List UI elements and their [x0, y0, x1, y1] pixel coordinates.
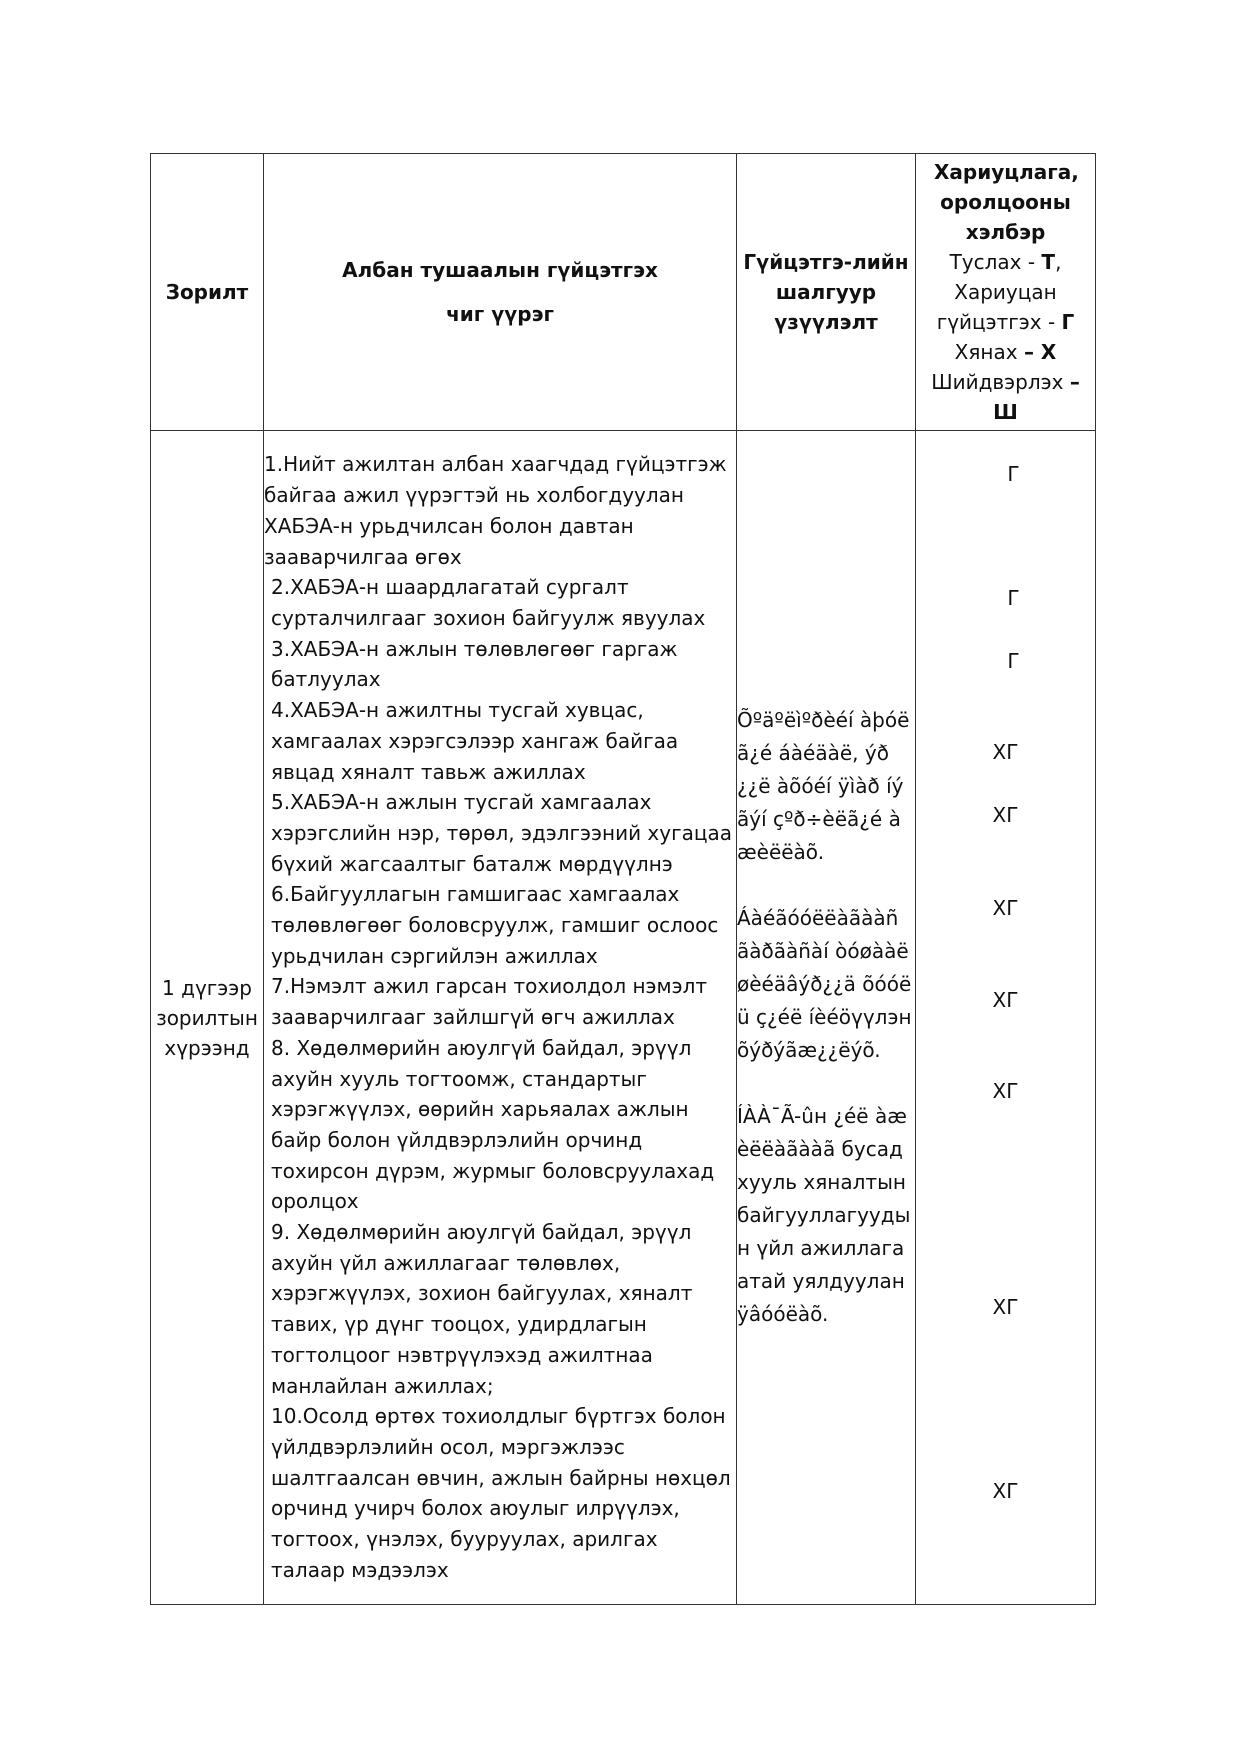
duty-item: 8. Хөдөлмөрийн аюулгүй байдал, эрүүл ахуйн хууль тогтоомж, стандартыг хэрэгжүүлэх, өөрийн харьяалах ажлын байр болон үйлдвэрлэлийн орчинд тохирсон дүрэм, журмыг боловсруулахад оролцох — [271, 1035, 715, 1214]
header-criteria — [737, 154, 916, 431]
duty-item: 7.Нэмэлт ажил гарсан тохиолдол нэмэлт зааварчилгааг зайлшгүй өгч ажиллах — [271, 974, 708, 1030]
criteria-cell — [737, 431, 916, 1605]
duty-item: 9. Хөдөлмөрийн аюулгүй байдал, эрүүл ахуйн үйл ажиллагааг төлөвлөх, хэрэгжүүлэх, зохион байгуулах, хяналт тавих, үр дүнг тооцох, удирдлагын тогтолцоог нэвтрүүлэхэд ажилтнаа манлайлан ажиллах; — [271, 1220, 693, 1398]
form-mark: ХГ — [992, 803, 1019, 827]
header-duty-line1: Албан тушаалын гүйцэтгэх — [342, 258, 658, 282]
form-mark: ХГ — [992, 896, 1019, 920]
table-header-row — [151, 154, 1096, 431]
duty-item: 4.ХАБЭА-н ажилтны тусгай хувцас, хамгаалах хэрэгсэлээр хангаж байгаа явцад хяналт тавьж ажиллах — [271, 698, 679, 784]
forms-cell — [916, 431, 1096, 1605]
duties-cell — [264, 431, 737, 1605]
header-form-assist: Туслах - Т, — [949, 250, 1062, 274]
duty-item: 5.ХАБЭА-н ажлын тусгай хамгаалах хэрэгслийн нэр, төрөл, эдэлгээний хугацаа бүхий жагсаалтыг баталж мөрдүүлнэ — [271, 790, 732, 876]
criteria-item: Áàéãóóëëàãààñ ãàðãàñàí òóøààë øèéäâýð¿¿ä õóóëü ç¿éë íèéöүүлэн õýðýãæ¿¿ëýõ. — [737, 906, 912, 1062]
responsibility-table — [150, 153, 1096, 1605]
duty-item: 1.Нийт ажилтан албан хаагчдад гүйцэтгэж байгаа ажил үүрэгтэй нь холбогдуулан ХАБЭА-н урьдчилсан болон давтан зааварчилгаа өгөх — [264, 452, 727, 569]
duty-item: 6.Байгууллагын гамшигаас хамгаалах төлөвлөгөөг боловсруулж, гамшиг ослоос урьдчилан сэргийлэн ажиллах — [271, 882, 719, 968]
duty-item: 10.Осолд өртөх тохиолдлыг бүртгэх болон үйлдвэрлэлийн осол, мэргэжлээс шалтгаалсан өвчин, ажлын байрны нөхцөл орчинд учирч болох аюулыг илрүүлэх, тогтоох, үнэлэх, бууруулах, арилгах талаар мэдээлэх — [271, 1404, 731, 1582]
criteria-item: Õºäºëìºðèéí àþóëã¿é áàéäàë, ýð¿¿ë àõóéí ÿìàð íýãýí çºð÷èëã¿é àæèëëàõ. — [737, 708, 910, 864]
duty-item: 3.ХАБЭА-н ажлын төлөвлөгөөг гаргаж батлуулах — [271, 636, 678, 692]
table-body-row — [151, 431, 1096, 1605]
header-form-decide: Шийдвэрлэх – Ш — [931, 370, 1080, 424]
criteria-item: ÍÀÀ¯Ã-ûн ¿éë àæèëëàãààã бусад хууль хяналтын байгууллагууды н үйл ажиллагаатай уялдуулан ÿâóóëàõ. — [737, 1104, 911, 1326]
duty-item: 2.ХАБЭА-н шаардлагатай сургалт сурталчилгааг зохион байгуулж явуулах — [271, 575, 706, 630]
form-mark: ХГ — [992, 1479, 1019, 1503]
header-form-title: Хариуцлага, оролцооны хэлбэр — [934, 160, 1079, 244]
header-duty — [264, 154, 737, 431]
header-criteria-text: Гүйцэтгэ-лийн шалгуур үзүүлэлт — [743, 250, 909, 334]
header-form-exec: Хариуцан гүйцэтгэх - Г — [936, 280, 1075, 334]
form-mark: Г — [1007, 649, 1020, 673]
header-form-control: Хянах – Х — [954, 340, 1057, 364]
form-mark: ХГ — [992, 988, 1019, 1012]
form-mark: Г — [1007, 586, 1020, 610]
header-form — [916, 154, 1096, 431]
form-mark: ХГ — [992, 1079, 1019, 1103]
header-goal — [151, 154, 264, 431]
form-mark: Г — [1007, 462, 1020, 486]
header-duty-line2: чиг үүрэг — [446, 302, 554, 326]
form-mark: ХГ — [992, 1295, 1019, 1319]
header-goal-text: Зорилт — [165, 280, 249, 304]
form-mark: ХГ — [992, 740, 1019, 764]
goal-cell: 1 дүгээр зорилтын хүрээнд — [151, 431, 264, 1605]
